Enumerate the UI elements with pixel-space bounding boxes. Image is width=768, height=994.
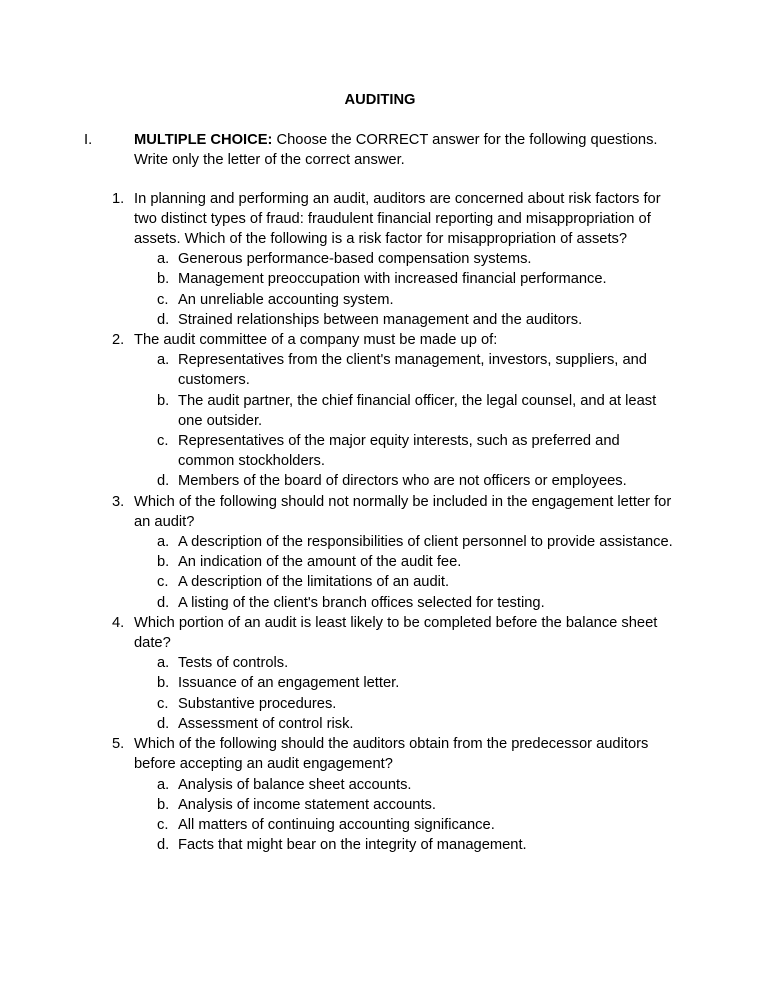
option-text: Management preoccupation with increased financial performance. [178,271,607,288]
option [134,835,676,855]
option-text: Members of the board of directors who are not officers or employees. [178,473,627,490]
question [84,330,676,492]
section-instructions: Choose the CORRECT answer for the following questions. Write only the letter of the correct answer. [134,132,658,169]
option-letter: c. [157,574,169,591]
option-list [134,249,676,330]
question-number: 2. [112,332,125,349]
option [134,391,676,431]
option-letter: b. [157,271,170,288]
option-list [134,775,676,856]
option [134,471,676,491]
option [134,350,676,390]
option-text: Analysis of income statement accounts. [178,796,436,813]
document-body [84,90,676,855]
option-list [134,532,676,613]
option-letter: c. [157,291,169,308]
option-letter: a. [157,352,170,369]
option [134,269,676,289]
question [84,492,676,613]
option-letter: a. [157,776,170,793]
option-text: A description of the responsibilities of client personnel to provide assistance. [178,534,673,551]
option-letter: b. [157,392,170,409]
option-text: Facts that might bear on the integrity of management. [178,837,527,854]
option [134,815,676,835]
option-text: Tests of controls. [178,655,289,672]
question-number: 1. [112,190,125,207]
option-letter: d. [157,594,170,611]
option [134,290,676,310]
option-text: Assessment of control risk. [178,715,354,732]
question-number: 4. [112,614,125,631]
question [84,189,676,330]
option-letter: a. [157,534,170,551]
option [134,431,676,471]
option-text: Issuance of an engagement letter. [178,675,400,692]
question-text: Which of the following should not normally be included in the engagement letter for an audit? [134,493,672,530]
option-letter: b. [157,675,170,692]
option-letter: c. [157,695,169,712]
question-number: 3. [112,493,125,510]
option [134,249,676,269]
question-number: 5. [112,736,125,753]
question-text: In planning and performing an audit, auditors are concerned about risk factors for two distinct types of fraud: fraudulent financial reporting and misappropriation of assets. Which of the following is a risk factor for misappropriation of assets? [134,190,661,248]
question [84,734,676,855]
option-letter: d. [157,715,170,732]
question [84,613,676,734]
option-text: An indication of the amount of the audit fee. [178,554,462,571]
option-text: The audit partner, the chief financial officer, the legal counsel, and at least one outsider. [178,392,657,429]
option-text: A description of the limitations of an audit. [178,574,450,591]
option [134,795,676,815]
option [134,714,676,734]
option-text: Strained relationships between management and the auditors. [178,311,583,328]
section-numeral: I. [84,132,93,149]
option-text: All matters of continuing accounting significance. [178,816,495,833]
option [134,593,676,613]
page-title: AUDITING [344,92,416,108]
option-letter: d. [157,473,170,490]
option [134,532,676,552]
option-letter: c. [157,816,169,833]
option-text: Generous performance-based compensation systems. [178,251,532,268]
option-text: A listing of the client's branch offices selected for testing. [178,594,545,611]
question-text: The audit committee of a company must be made up of: [134,332,498,349]
option-letter: a. [157,251,170,268]
option-letter: b. [157,554,170,571]
option-text: Analysis of balance sheet accounts. [178,776,412,793]
option [134,694,676,714]
option [134,552,676,572]
question-list [84,189,676,856]
option-text: An unreliable accounting system. [178,291,394,308]
option [134,673,676,693]
section-heading-bold: MULTIPLE CHOICE: [134,132,273,149]
option [134,310,676,330]
option-letter: d. [157,837,170,854]
option-letter: d. [157,311,170,328]
option-text: Representatives from the client's management, investors, suppliers, and customers. [178,352,647,389]
option [134,653,676,673]
option-letter: b. [157,796,170,813]
question-text: Which of the following should the auditors obtain from the predecessor auditors before accepting an audit engagement? [134,736,649,773]
section-heading [84,130,676,170]
option-text: Representatives of the major equity interests, such as preferred and common stockholders. [178,433,620,470]
question-text: Which portion of an audit is least likely to be completed before the balance sheet date? [134,614,658,652]
option-letter: a. [157,655,170,672]
option [134,572,676,592]
option-list [134,653,676,734]
option [134,775,676,795]
option-text: Substantive procedures. [178,695,337,712]
option-list [134,350,676,491]
option-letter: c. [157,433,169,450]
